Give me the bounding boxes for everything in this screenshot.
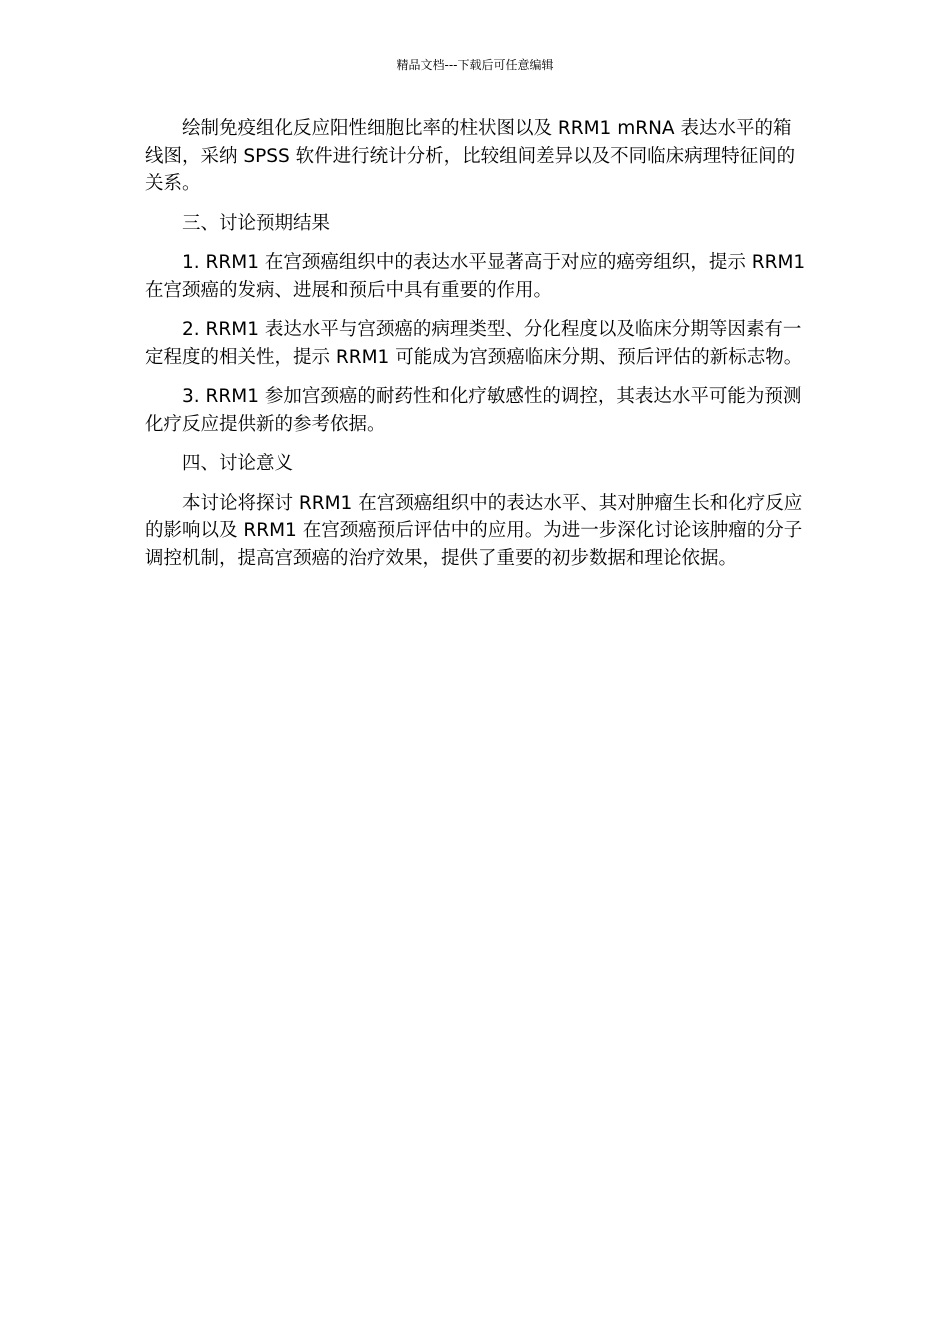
paragraph-result-1: 1. RRM1 在宫颈癌组织中的表达水平显著高于对应的癌旁组织，提示 RRM1 在宫颈癌的发病、进展和预后中具有重要的作用。 [145,252,806,301]
document-body [145,115,809,584]
paragraph-result-2: 2. RRM1 表达水平与宫颈癌的病理类型、分化程度以及临床分期等因素有一定程度的相关性，提示 RRM1 可能成为宫颈癌临床分期、预后评估的新标志物。 [145,319,803,368]
paragraph-methods: 绘制免疫组化反应阳性细胞比率的柱状图以及 RRM1 mRNA 表达水平的箱线图，采纳 SPSS 软件进行统计分析，比较组间差异以及不同临床病理特征间的关系。 [145,118,796,194]
paragraph-result-3: 3. RRM1 参加宫颈癌的耐药性和化疗敏感性的调控，其表达水平可能为预测化疗反应提供新的参考依据。 [145,386,802,435]
paragraph-significance: 本讨论将探讨 RRM1 在宫颈癌组织中的表达水平、其对肿瘤生长和化疗反应的影响以及 RRM1 在宫颈癌预后评估中的应用。为进一步深化讨论该肿瘤的分子调控机制，提高宫颈癌的治疗效果，提供了重要的初步数据和理论依据。 [145,492,803,569]
section-heading-significance: 四、讨论意义 [182,453,294,474]
page-header: 精品文档---下载后可任意编辑 [396,58,554,72]
section-heading-expected-results: 三、讨论预期结果 [182,212,331,234]
